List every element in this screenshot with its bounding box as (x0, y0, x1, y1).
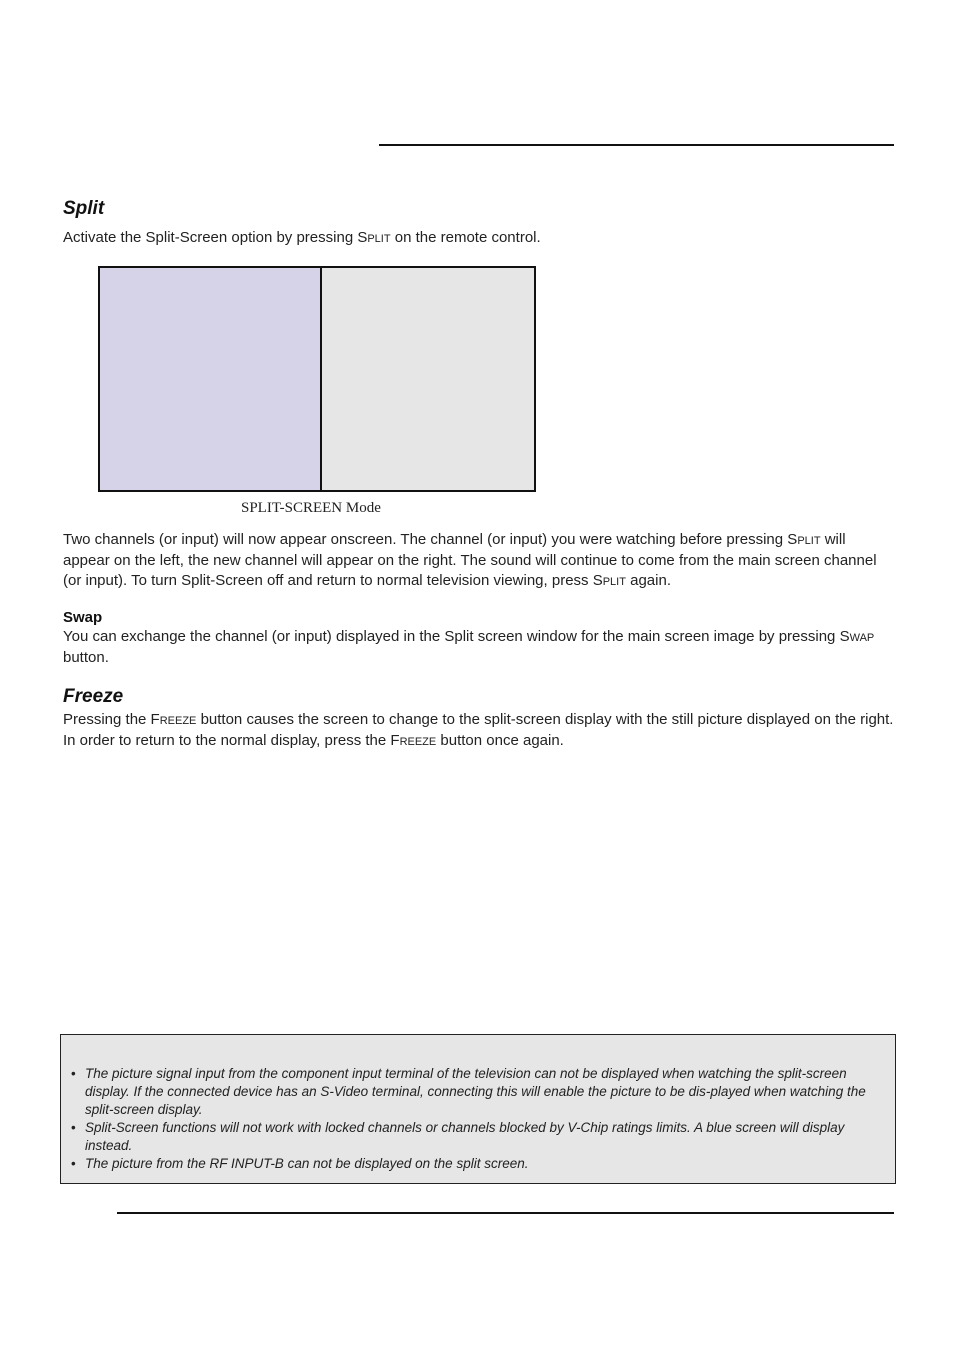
note-item: • The picture signal input from the component input terminal of the television can not be displayed when watching the split-screen display. If the connected device has an S-Video terminal, connecting this will enable the picture to be dis-played when watching the split-screen display. (71, 1066, 866, 1117)
diagram-caption: SPLIT-SCREEN Mode (241, 500, 381, 516)
header-rule (379, 144, 894, 146)
footer-rule (117, 1212, 894, 1214)
split-description: Two channels (or input) will now appear onscreen. The channel (or input) you were watching before pressing SPLIT will appear on the left, the new channel will appear on the right. The sound will continue to come from the main screen channel (or input). To turn Split-Screen off and return to normal television viewing, press SPLIT again. (63, 531, 877, 589)
split-intro: Activate the Split-Screen option by pressing SPLIT on the remote control. (63, 229, 541, 246)
freeze-heading: Freeze (63, 686, 124, 707)
freeze-description: Pressing the FREEZE button causes the screen to change to the split-screen display with the still picture displayed on the right. In order to return to the normal display, press the FREEZE button once again. (63, 711, 894, 749)
sub-screen-pane (322, 268, 534, 490)
swap-description: You can exchange the channel (or input) displayed in the Split screen window for the main screen image by pressing SWAP button. (63, 628, 875, 666)
main-screen-pane (100, 268, 322, 490)
notes-list (61, 1035, 895, 1173)
note-item: • The picture from the RF INPUT-B can not be displayed on the split screen. (71, 1156, 529, 1171)
split-screen-diagram (98, 266, 536, 492)
split-heading: Split (63, 198, 105, 219)
bullet-icon: • (71, 1156, 76, 1171)
bullet-icon: • (71, 1120, 76, 1135)
swap-heading: Swap (63, 609, 103, 626)
bullet-icon: • (71, 1066, 76, 1081)
notes-box (60, 1034, 896, 1184)
note-item: • Split-Screen functions will not work with locked channels or channels blocked by V-Chip ratings limits. A blue screen will display instead. (71, 1120, 845, 1153)
